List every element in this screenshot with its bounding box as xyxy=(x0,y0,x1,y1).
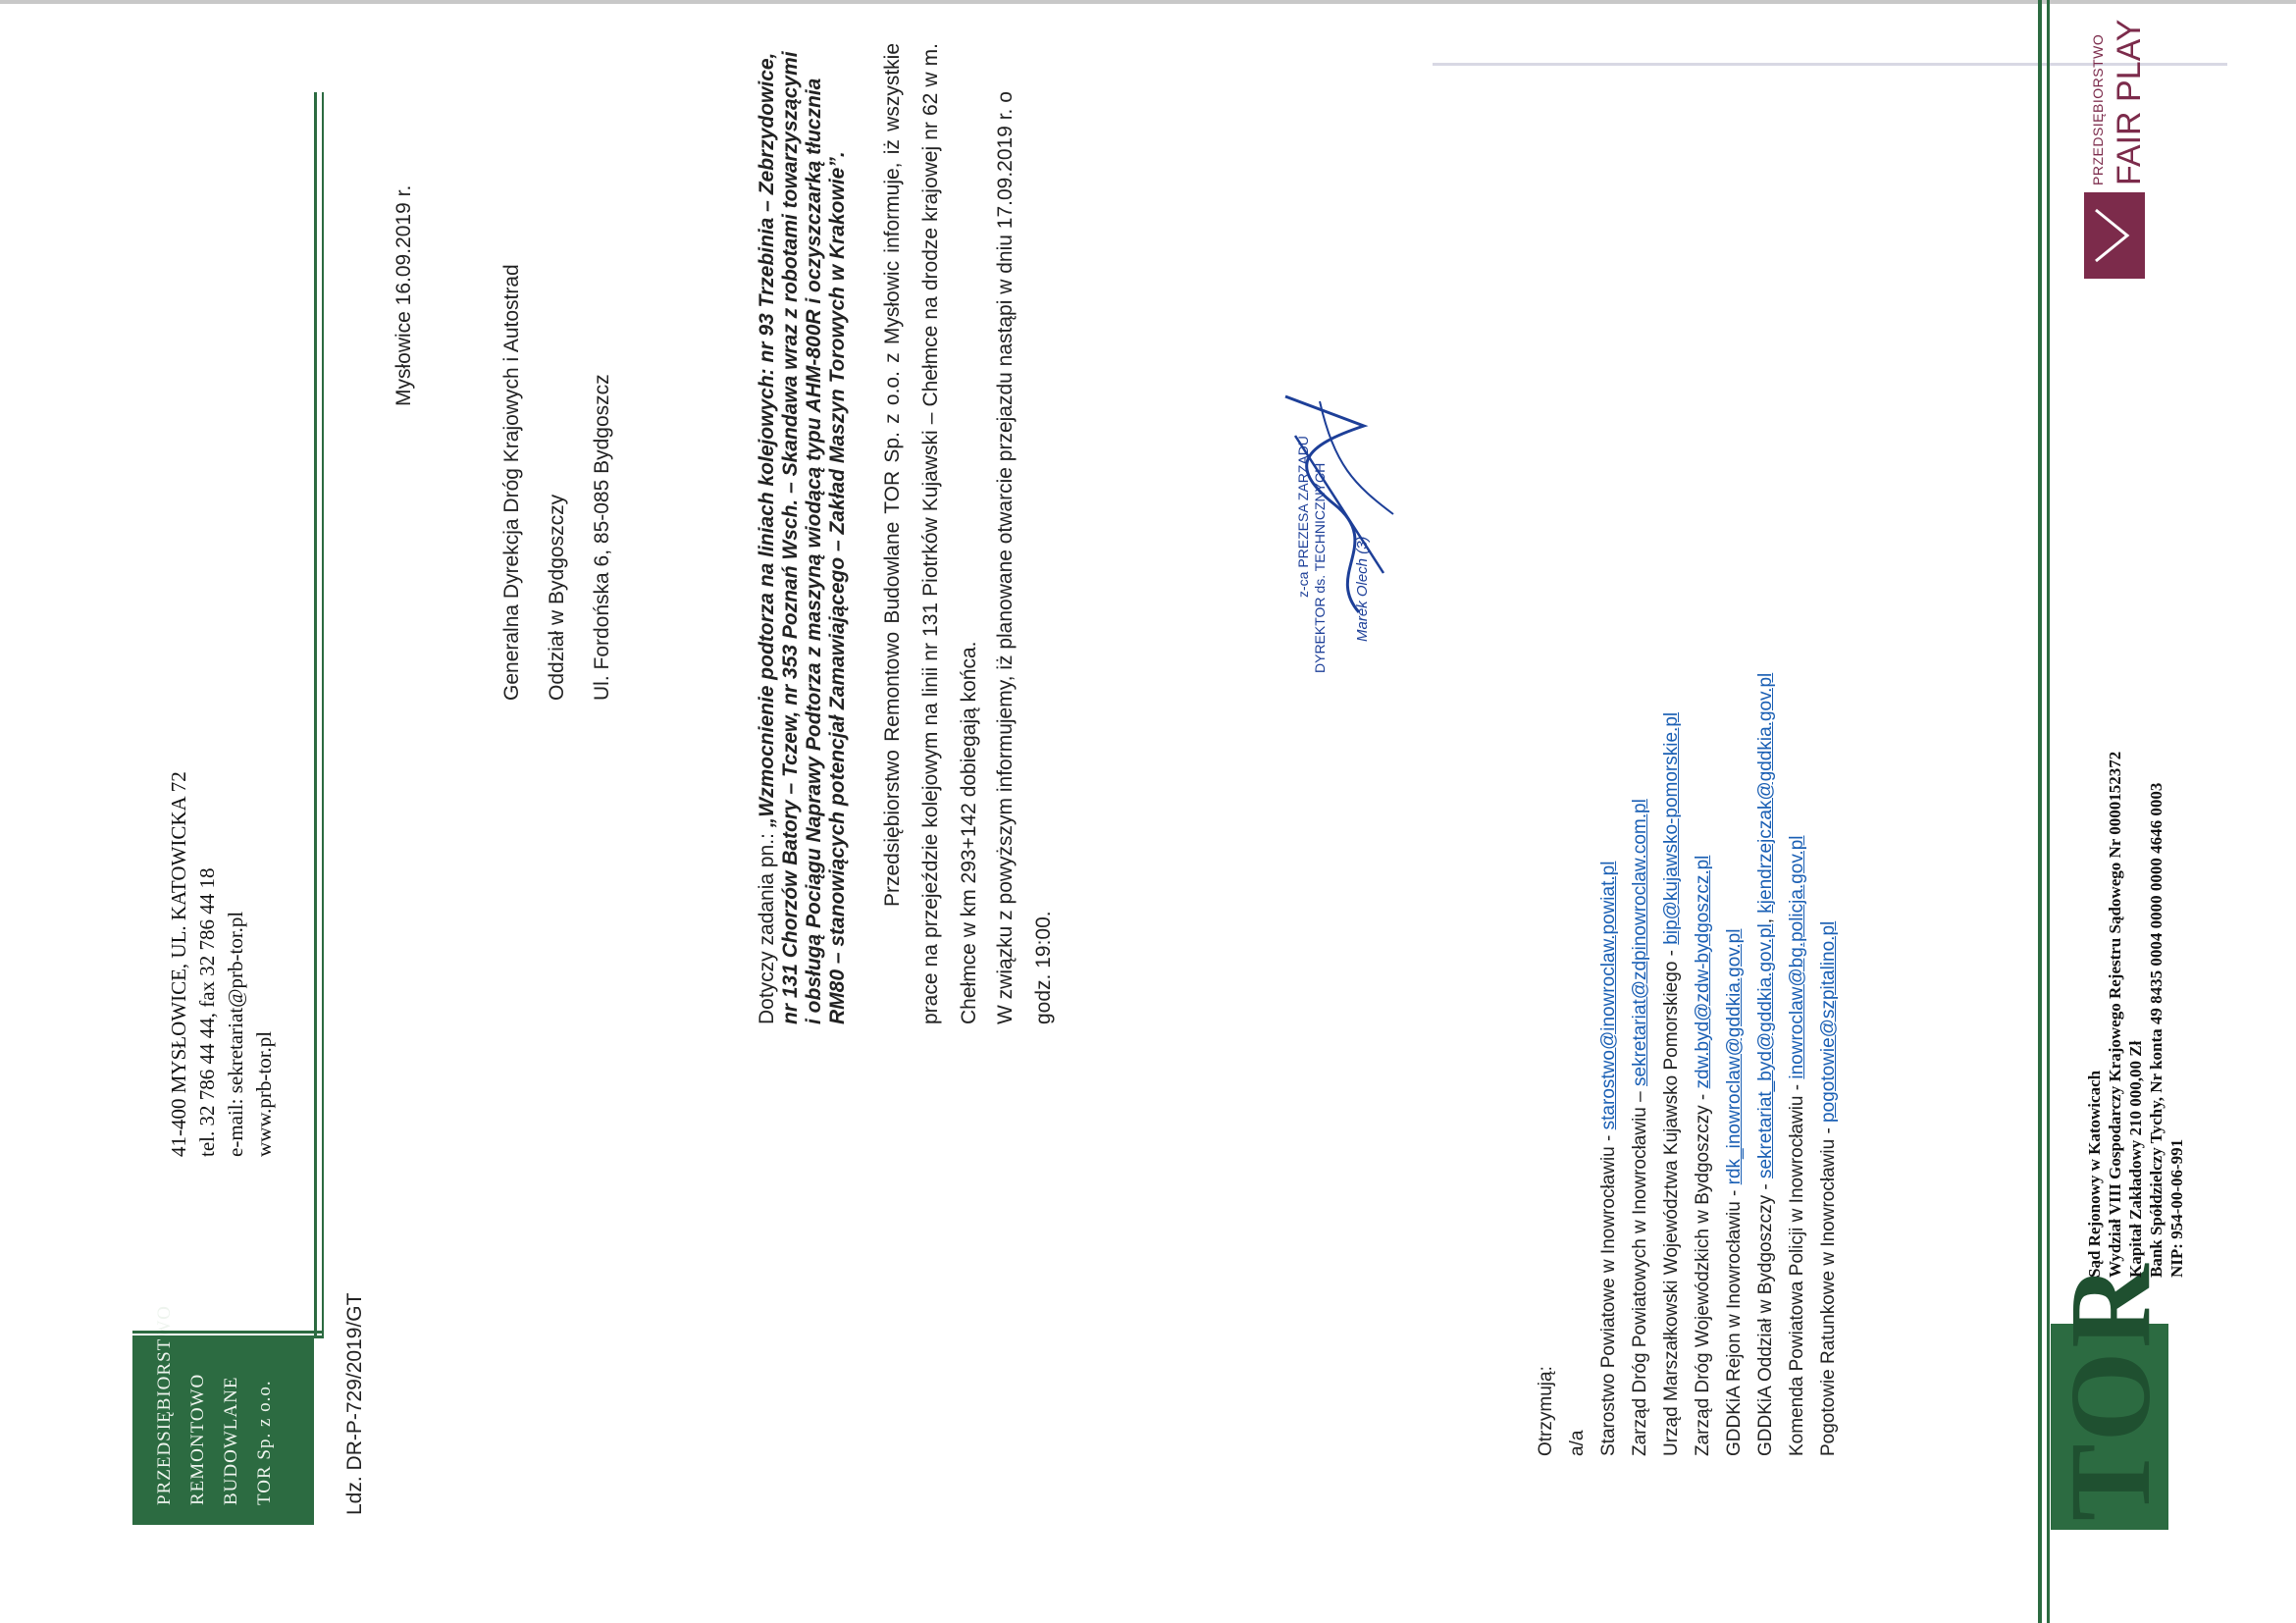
registration-line: NIP: 954-00-06-991 xyxy=(2167,1138,2186,1278)
company-name-line: BUDOWLANE xyxy=(221,1376,241,1505)
receiver-item xyxy=(1782,673,1813,1456)
receiver-item xyxy=(1593,673,1625,1456)
receiver-label: Pogotowie Ratunkowe w Inowrocławiu - xyxy=(1818,1122,1839,1456)
subject-paragraph xyxy=(756,43,850,1024)
website-line: www.prb-tor.pl xyxy=(252,1030,276,1157)
receiver-item xyxy=(1813,673,1845,1456)
registration-line: Kapitał Zakładowy 210 000,00 Zł xyxy=(2126,1040,2145,1278)
letter-date: Mysłowice 16.09.2019 r. xyxy=(392,184,415,406)
receiver-email-link[interactable]: pogotowie@szpitalino.pl xyxy=(1818,920,1839,1123)
handwritten-signature xyxy=(1266,377,1413,632)
receiver-label: Zarząd Dróg Powiatowych w Inowrocławiu – xyxy=(1630,1086,1650,1456)
receivers-list xyxy=(1531,673,1845,1456)
receiver-email-link[interactable]: kjendrzejczak@gddkia.gov.pl xyxy=(1755,672,1776,914)
receiver-item: GDDKiA Oddział w Bydgoszczy - sekretariat_byd@gddkia.gov.pl, kjendrzejczak@gddkia.gov.pl xyxy=(1755,672,1776,1456)
stamp-line-2: DYREKTOR ds. TECHNICZNYCH xyxy=(1312,462,1328,673)
address-line: 41-400 MYSŁOWICE, UL. KATOWICKA 72 xyxy=(167,771,190,1157)
receiver-email-link[interactable]: sekretariat_byd@gddkia.gov.pl xyxy=(1755,923,1776,1179)
subject-title: „Wzmocnienie podtorza na liniach kolejowych: nr 93 Trzebinia – Zebrzydowice, nr 131 Chorzów Batory – Tczew, nr 353 Poznań Wsch. – Skandawa wraz z robotami towarzyszącymi i obsługą Pociągu Naprawy Podtorza z maszyną wiodącą typu AHM-800R i oczyszczarką tłucznia RM80 – stanowiących potencjał Zamawiającego – Zakład Maszyn Torowych w Krakowie”. xyxy=(756,51,849,1024)
company-name-line: REMONTOWO xyxy=(187,1373,208,1505)
company-name-line: TOR Sp. z o.o. xyxy=(254,1380,275,1505)
registration-line: Sąd Rejonowy w Katowicach xyxy=(2085,1070,2104,1278)
recipient-address xyxy=(496,264,631,701)
header-rule-vertical xyxy=(132,1331,324,1338)
recipient-line: Ul. Fordońska 6, 85-085 Bydgoszcz xyxy=(591,374,613,701)
receivers-aa: a/a xyxy=(1567,1430,1588,1456)
recipient-line: Generalna Dyrekcja Dróg Krajowych i Autostrad xyxy=(500,264,523,701)
body-text: Przedsiębiorstwo Remontowo Budowlane TOR Sp. z o.o. z Mysłowic informuje, iż wszystkie prace na przejeździe kolejowym na linii nr 131 Piotrków Kujawski – Chełmce na drodze krajowej nr 62 w m. Chełmce w km 293+142 dobiegają końca. xyxy=(881,43,980,1024)
fair-play-label-small: PRZEDSIĘBIORSTWO xyxy=(2090,33,2106,185)
receiver-label: GDDKiA Rejon w Inowrocławiu - xyxy=(1724,1184,1745,1456)
receiver-item xyxy=(1625,673,1656,1456)
receiver-email-link[interactable]: sekretariat@zdpinowroclaw.com.pl xyxy=(1630,799,1650,1086)
company-address xyxy=(165,771,279,1157)
fair-play-label: FAIR PLAY xyxy=(2111,19,2148,185)
receiver-email-link[interactable]: rdk_inowroclaw@gddkia.gov.pl xyxy=(1724,928,1745,1185)
receiver-item xyxy=(1656,673,1688,1456)
stamp-note: (3) xyxy=(1354,536,1371,554)
receiver-item xyxy=(1688,673,1719,1456)
registration-line: Wydział VIII Gospodarczy Krajowego Rejestru Sądowego Nr 0000152372 xyxy=(2106,751,2124,1278)
receiver-email-link[interactable]: starostwo@inowroclaw.powiat.pl xyxy=(1598,861,1619,1130)
reference-number: Ldz. DR-P-729/2019/GT xyxy=(343,1292,366,1515)
fair-play-logo-icon xyxy=(2084,192,2145,279)
receiver-email-link[interactable]: bip@kujawsko-pomorskie.pl xyxy=(1661,711,1682,945)
receiver-item xyxy=(1719,673,1750,1456)
stamp-line-1: z-ca PREZESA ZARZĄDU xyxy=(1295,436,1311,598)
receiver-label: Starostwo Powiatowe w Inowrocławiu - xyxy=(1598,1129,1619,1456)
stamp-name-text: Marek Olech xyxy=(1354,557,1371,642)
receivers-heading: Otrzymują: xyxy=(1536,1366,1556,1456)
header-rule-horizontal xyxy=(314,92,324,1338)
company-name-box xyxy=(132,1305,314,1525)
subject-prefix: Dotyczy zadania pn.: xyxy=(756,827,778,1024)
receiver-email-link[interactable]: zdw.byd@zdw-bydgoszcz.pl xyxy=(1693,855,1713,1089)
receiver-label: Urząd Marszałkowski Województwa Kujawsko Pomorskiego - xyxy=(1661,944,1682,1456)
email-line: e-mail: sekretariat@prb-tor.pl xyxy=(224,911,247,1157)
tor-logo-text: TOR xyxy=(2046,1260,2174,1521)
receiver-label: GDDKiA Oddział w Bydgoszczy - xyxy=(1755,1178,1776,1456)
recipient-line: Oddział w Bydgoszczy xyxy=(546,494,568,701)
receiver-label: Komenda Powiatowa Policji w Inowrocławiu - xyxy=(1787,1078,1807,1456)
registration-line: Bank Spółdzielczy Tychy, Nr konta 49 8435 0004 0000 0000 4646 0003 xyxy=(2147,782,2166,1278)
receiver-label: Zarząd Dróg Wojewódzkich w Bydgoszczy - xyxy=(1693,1088,1713,1456)
body-paragraph-2: W związku z powyższym informujemy, iż planowane otwarcie przejazdu nastąpi w dniu 17.09.2019 r. o godz. 19:00. xyxy=(994,91,1055,1024)
receiver-email-link[interactable]: inowroclaw@bg.policja.gov.pl xyxy=(1787,835,1807,1079)
body-paragraph-1 xyxy=(873,43,988,1024)
registration-details xyxy=(2084,752,2187,1278)
company-name-line: PRZEDSIĘBIORSTWO xyxy=(154,1305,175,1505)
phone-line: tel. 32 786 44 44, fax 32 786 44 18 xyxy=(195,867,219,1157)
